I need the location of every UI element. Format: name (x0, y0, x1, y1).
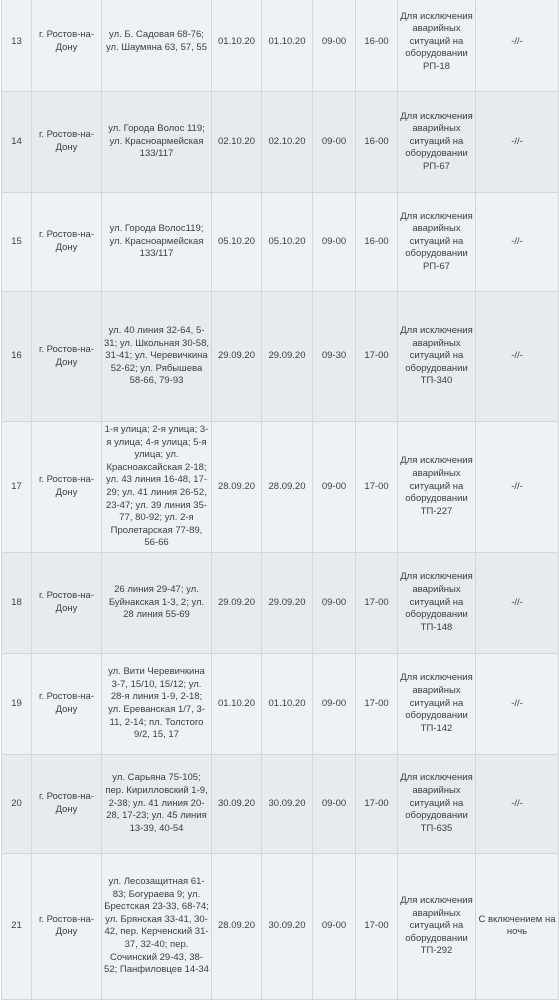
start-time-cell: 09-00 (313, 422, 356, 553)
start-time-cell: 09-00 (313, 552, 356, 653)
address-cell: ул. Лесозащитная 61-83; Богураева 9; ул. Брестская 23-33, 68-74; ул. Брянская 33-41, 30-42, пер. Керченский 31-37, 32-40; пер. Сочинский 29-43, 38-52; Панфиловцев 14-34 (102, 853, 212, 999)
city-cell: г. Ростов-на-Дону (32, 92, 102, 193)
city-cell: г. Ростов-на-Дону (32, 422, 102, 553)
address-cell: ул. Города Волос119; ул. Красноармейская 133/117 (102, 193, 212, 292)
end-date-cell: 29.09.20 (262, 292, 313, 422)
start-time-cell: 09-00 (313, 853, 356, 999)
end-time-cell: 16-00 (356, 0, 398, 92)
end-time-cell: 17-00 (356, 853, 398, 999)
start-date-cell: 05.10.20 (212, 193, 262, 292)
start-time-cell: 09-00 (313, 653, 356, 754)
end-date-cell: 05.10.20 (262, 193, 313, 292)
start-time-cell: 09-30 (313, 292, 356, 422)
city-cell: г. Ростов-на-Дону (32, 653, 102, 754)
start-time-cell: 09-00 (313, 193, 356, 292)
row-number: 14 (2, 92, 32, 193)
end-date-cell: 30.09.20 (262, 754, 313, 853)
row-number: 16 (2, 292, 32, 422)
address-cell: ул. 40 линия 32-64, 5-31; ул. Школьная 30-58, 31-41; ул. Черевичкина 52-62; ул. Рябышева 58-66, 79-93 (102, 292, 212, 422)
end-time-cell: 16-00 (356, 193, 398, 292)
table-row (2, 653, 559, 754)
reason-cell: Для исключения аварийных ситуаций на оборудовании ТП-292 (398, 853, 476, 999)
start-date-cell: 01.10.20 (212, 0, 262, 92)
table-row (2, 552, 559, 653)
end-time-cell: 17-00 (356, 754, 398, 853)
end-date-cell: 01.10.20 (262, 0, 313, 92)
address-cell: 26 линия 29-47; ул. Буйнакская 1-3, 2; ул. 28 линия 55-69 (102, 552, 212, 653)
reason-cell: Для исключения аварийных ситуаций на оборудовании ТП-340 (398, 292, 476, 422)
outage-rows (2, 0, 559, 999)
table-row (2, 0, 559, 92)
note-cell: -//- (476, 552, 559, 653)
note-cell: -//- (476, 653, 559, 754)
city-cell: г. Ростов-на-Дону (32, 0, 102, 92)
start-time-cell: 09-00 (313, 0, 356, 92)
start-time-cell: 09-00 (313, 754, 356, 853)
row-number: 21 (2, 853, 32, 999)
outage-schedule-table (1, 0, 559, 1000)
start-time-cell: 09-00 (313, 92, 356, 193)
end-time-cell: 16-00 (356, 92, 398, 193)
note-cell: -//- (476, 193, 559, 292)
note-cell: -//- (476, 422, 559, 553)
table-row (2, 193, 559, 292)
start-date-cell: 02.10.20 (212, 92, 262, 193)
address-cell: ул. Сарьяна 75-105; пер. Кирилловский 1-9, 2-38; ул. 41 линия 20-28, 17-23; ул. 45 линия 13-39, 40-54 (102, 754, 212, 853)
note-cell: С включением на ночь (476, 853, 559, 999)
table-row (2, 754, 559, 853)
city-cell: г. Ростов-на-Дону (32, 552, 102, 653)
end-date-cell: 28.09.20 (262, 422, 313, 553)
table-row (2, 853, 559, 999)
row-number: 20 (2, 754, 32, 853)
address-cell: ул. Б. Садовая 68-76; ул. Шаумяна 63, 57, 55 (102, 0, 212, 92)
row-number: 15 (2, 193, 32, 292)
reason-cell: Для исключения аварийных ситуаций на оборудовании РП-18 (398, 0, 476, 92)
end-time-cell: 17-00 (356, 653, 398, 754)
end-date-cell: 30.09.20 (262, 853, 313, 999)
reason-cell: Для исключения аварийных ситуаций на оборудовании РП-67 (398, 92, 476, 193)
reason-cell: Для исключения аварийных ситуаций на оборудовании ТП-148 (398, 552, 476, 653)
reason-cell: Для исключения аварийных ситуаций на оборудовании ТП-635 (398, 754, 476, 853)
end-time-cell: 17-00 (356, 552, 398, 653)
table-row (2, 292, 559, 422)
city-cell: г. Ростов-на-Дону (32, 193, 102, 292)
note-cell: -//- (476, 0, 559, 92)
start-date-cell: 01.10.20 (212, 653, 262, 754)
reason-cell: Для исключения аварийных ситуаций на оборудовании ТП-227 (398, 422, 476, 553)
note-cell: -//- (476, 754, 559, 853)
start-date-cell: 29.09.20 (212, 552, 262, 653)
start-date-cell: 29.09.20 (212, 292, 262, 422)
row-number: 17 (2, 422, 32, 553)
note-cell: -//- (476, 292, 559, 422)
city-cell: г. Ростов-на-Дону (32, 853, 102, 999)
start-date-cell: 28.09.20 (212, 422, 262, 553)
end-time-cell: 17-00 (356, 422, 398, 553)
end-date-cell: 01.10.20 (262, 653, 313, 754)
reason-cell: Для исключения аварийных ситуаций на оборудовании ТП-142 (398, 653, 476, 754)
end-date-cell: 29.09.20 (262, 552, 313, 653)
city-cell: г. Ростов-на-Дону (32, 292, 102, 422)
city-cell: г. Ростов-на-Дону (32, 754, 102, 853)
address-cell: ул. Города Волос 119; ул. Красноармейская 133/117 (102, 92, 212, 193)
row-number: 19 (2, 653, 32, 754)
address-cell: ул. Вити Черевичкина 3-7, 15/10, 15/12; ул. 28-я линия 1-9, 2-18; ул. Ереванская 1/7, 3-11, 2-14; пл. Толстого 9/2, 15, 17 (102, 653, 212, 754)
row-number: 13 (2, 0, 32, 92)
note-cell: -//- (476, 92, 559, 193)
row-number: 18 (2, 552, 32, 653)
start-date-cell: 30.09.20 (212, 754, 262, 853)
table-row (2, 92, 559, 193)
end-date-cell: 02.10.20 (262, 92, 313, 193)
address-cell: 1-я улица; 2-я улица; 3-я улица; 4-я улица; 5-я улица; ул. Красноаксайская 2-18; ул. 43 линия 16-48, 17-29; ул. 41 линия 26-52, 23-47; ул. 39 линия 35-77, 80-92; ул. 2-я Пролетарская 77-89, 56-66 (102, 422, 212, 553)
end-time-cell: 17-00 (356, 292, 398, 422)
start-date-cell: 28.09.20 (212, 853, 262, 999)
table-row (2, 422, 559, 553)
reason-cell: Для исключения аварийных ситуаций на оборудовании РП-67 (398, 193, 476, 292)
